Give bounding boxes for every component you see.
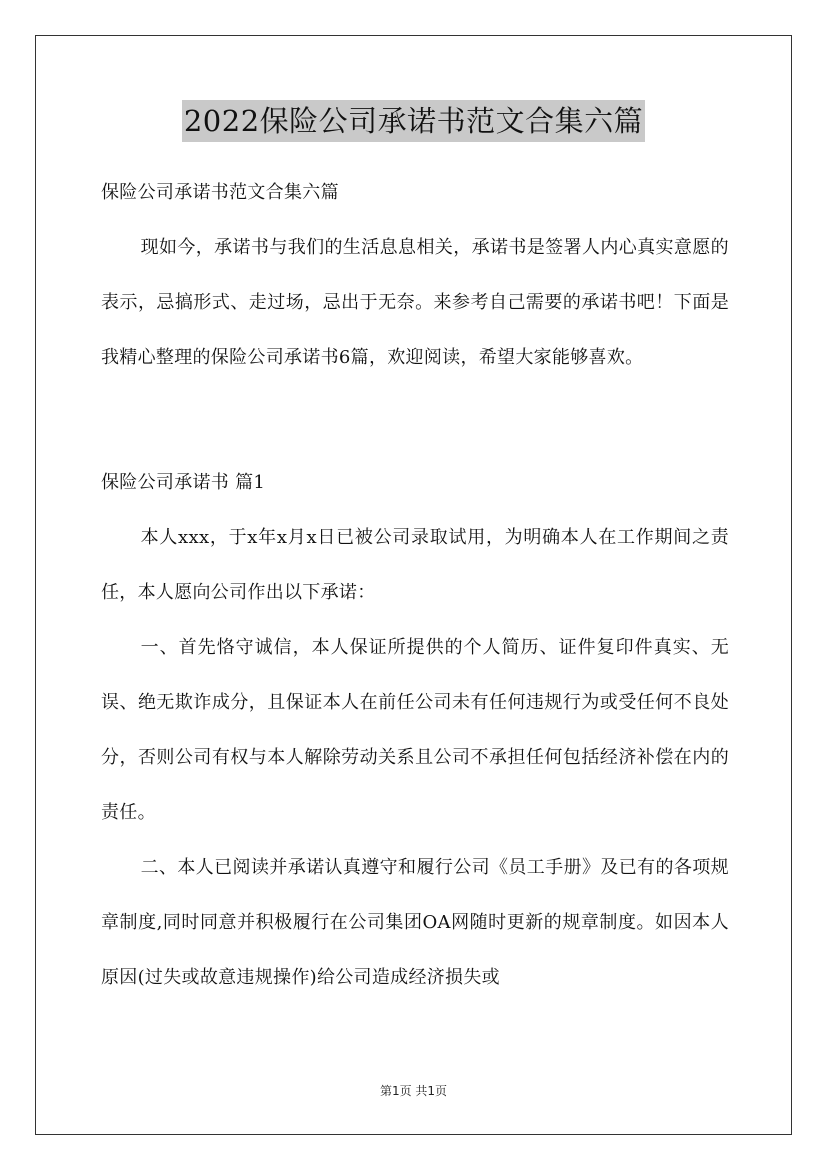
paragraph-2: 一、首先恪守诚信，本人保证所提供的个人简历、证件复印件真实、无误、绝无欺诈成分，且保证本人在前任公司未有任何违规行为或受任何不良处分，否则公司有权与本人解除劳动关系且公司不承担任何包括经济补偿在内的责任。 — [101, 637, 729, 823]
page-number-label: 第1页 共1页 — [379, 1084, 448, 1098]
section-heading: 保险公司承诺书 篇1 — [101, 472, 266, 493]
document-title: 2022保险公司承诺书范文合集六篇 — [182, 100, 645, 142]
intro-paragraph: 现如今，承诺书与我们的生活息息相关，承诺书是签署人内心真实意愿的表示，忌搞形式、走过场，忌出于无奈。来参考自己需要的承诺书吧！下面是我精心整理的保险公司承诺书6篇，欢迎阅读，希望大家能够喜欢。 — [101, 237, 729, 368]
document-subtitle: 保险公司承诺书范文合集六篇 — [101, 182, 339, 203]
page-footer — [0, 1082, 827, 1099]
section-spacer — [101, 385, 729, 455]
paragraph-3: 二、本人已阅读并承诺认真遵守和履行公司《员工手册》及已有的各项规章制度,同时同意并积极履行在公司集团OA网随时更新的规章制度。如因本人原因(过失或故意违规操作)给公司造成经济损失或 — [101, 857, 729, 988]
paragraph-1: 本人xxx，于x年x月x日已被公司录取试用，为明确本人在工作期间之责任，本人愿向公司作出以下承诺： — [101, 527, 729, 603]
title-container — [0, 100, 827, 142]
document-body — [101, 165, 729, 1005]
